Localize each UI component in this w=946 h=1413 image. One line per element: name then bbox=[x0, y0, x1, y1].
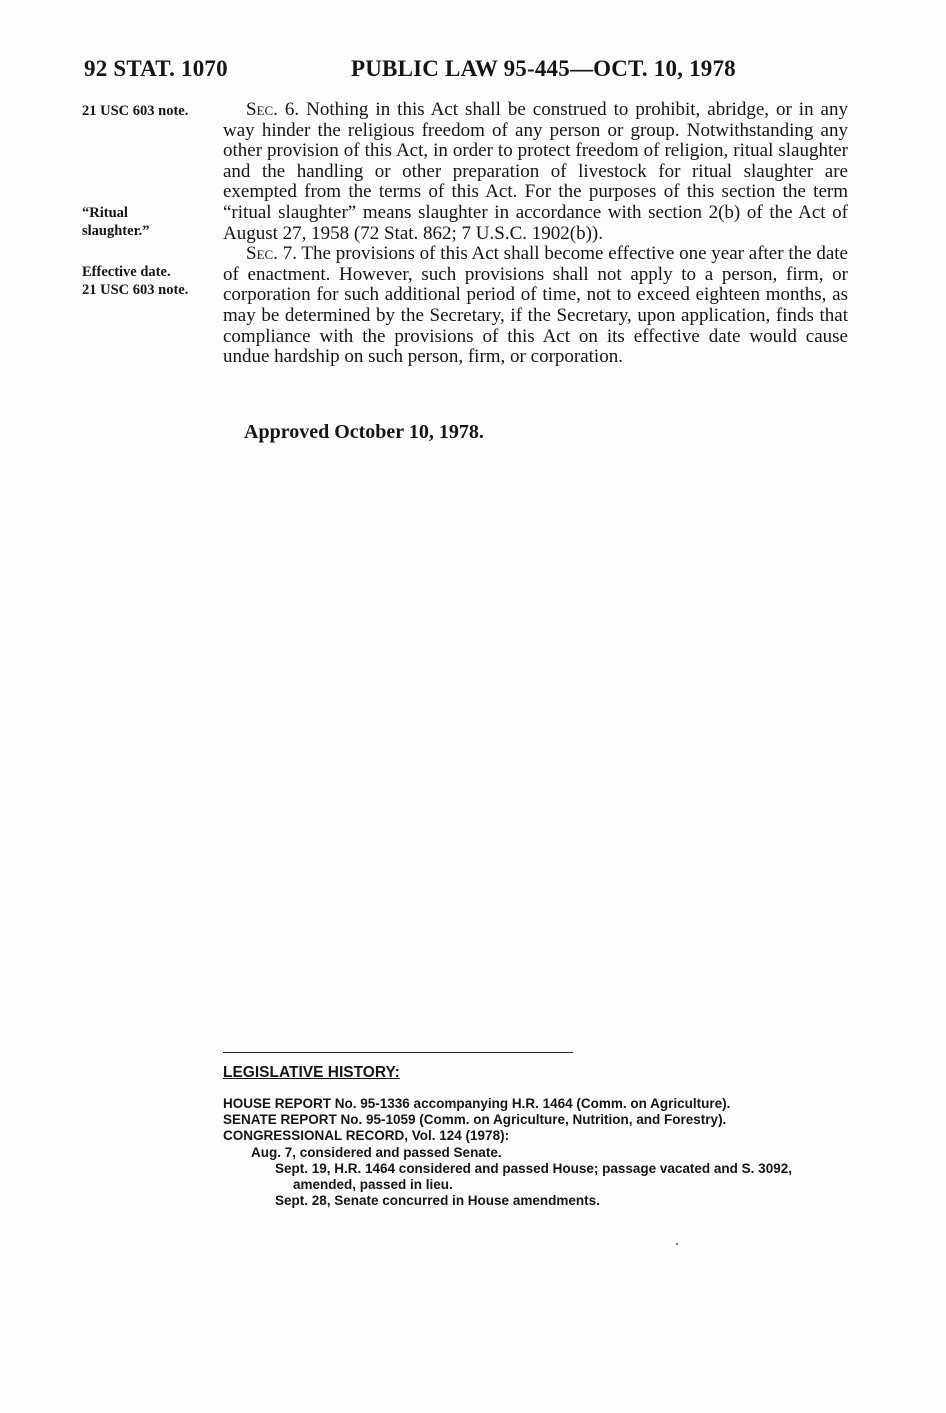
congressional-record: CONGRESSIONAL RECORD, Vol. 124 (1978): bbox=[223, 1128, 510, 1144]
section-7-paragraph bbox=[223, 244, 848, 368]
section-6-label: Sec. 6. bbox=[246, 99, 300, 120]
section-7-label: Sec. 7. bbox=[246, 243, 297, 265]
legislative-history-heading: LEGISLATIVE HISTORY: bbox=[223, 1064, 400, 1081]
house-report: HOUSE REPORT No. 95-1336 accompanying H.R. 1464 (Comm. on Agriculture). bbox=[223, 1096, 731, 1111]
margin-note-effective-date bbox=[82, 263, 222, 299]
section-divider bbox=[223, 1052, 573, 1053]
record-entry-sept19-line2: amended, passed in lieu. bbox=[293, 1177, 453, 1193]
print-speck bbox=[676, 1243, 678, 1245]
margin-note-ritual-line2: slaughter.” bbox=[82, 223, 150, 239]
margin-note-effective-date-label: Effective date. bbox=[82, 264, 171, 280]
page-reference: 92 STAT. 1070 bbox=[84, 56, 228, 81]
statute-body bbox=[223, 100, 848, 368]
record-entry-sept19-line1: Sept. 19, H.R. 1464 considered and passed House; passage vacated and S. 3092, bbox=[275, 1160, 792, 1176]
margin-note-sec7-citation: 21 USC 603 note. bbox=[82, 282, 189, 298]
record-entry-sept19 bbox=[223, 1161, 863, 1193]
section-7-text: The provisions of this Act shall become effective one year after the date of enactment. However, such provisions shall not apply to a person, firm, or corporation for such additional period of time, not to exceed eighteen months, as may be determined by the Secretary, if the Secretary, upon application, finds that compliance with the provisions of this Act on its effective date would cause undue hardship on such person, firm, or corporation. bbox=[223, 243, 848, 368]
section-6-text: Nothing in this Act shall be construed to prohibit, abridge, or in any way hinder the religious freedom of any person or group. Notwithstanding any other provision of this Act, in order to protect freedom of religion, ritual slaughter and the handling or other preparation of livestock for ritual slaughter are exempted from the terms of this Act. For the purposes of this section the term “ritual slaughter” means slaughter in accordance with section 2(b) of the Act of August 27, 1958 (72 Stat. 862; 7 U.S.C. 1902(b)). bbox=[223, 99, 848, 244]
senate-report: SENATE REPORT No. 95-1059 (Comm. on Agriculture, Nutrition, and Forestry). bbox=[223, 1112, 727, 1128]
approval-date: Approved October 10, 1978. bbox=[244, 421, 484, 443]
record-entry-aug7: Aug. 7, considered and passed Senate. bbox=[251, 1144, 502, 1160]
section-6-paragraph bbox=[223, 100, 848, 244]
margin-note-ritual-slaughter bbox=[82, 204, 222, 240]
margin-note-sec6-citation: 21 USC 603 note. bbox=[82, 103, 189, 119]
margin-note-ritual-line1: “Ritual bbox=[82, 205, 128, 221]
record-entry-sept28: Sept. 28, Senate concurred in House amendments. bbox=[275, 1193, 600, 1209]
page-title: PUBLIC LAW 95-445—OCT. 10, 1978 bbox=[351, 56, 736, 81]
legislative-history-list bbox=[223, 1096, 863, 1209]
